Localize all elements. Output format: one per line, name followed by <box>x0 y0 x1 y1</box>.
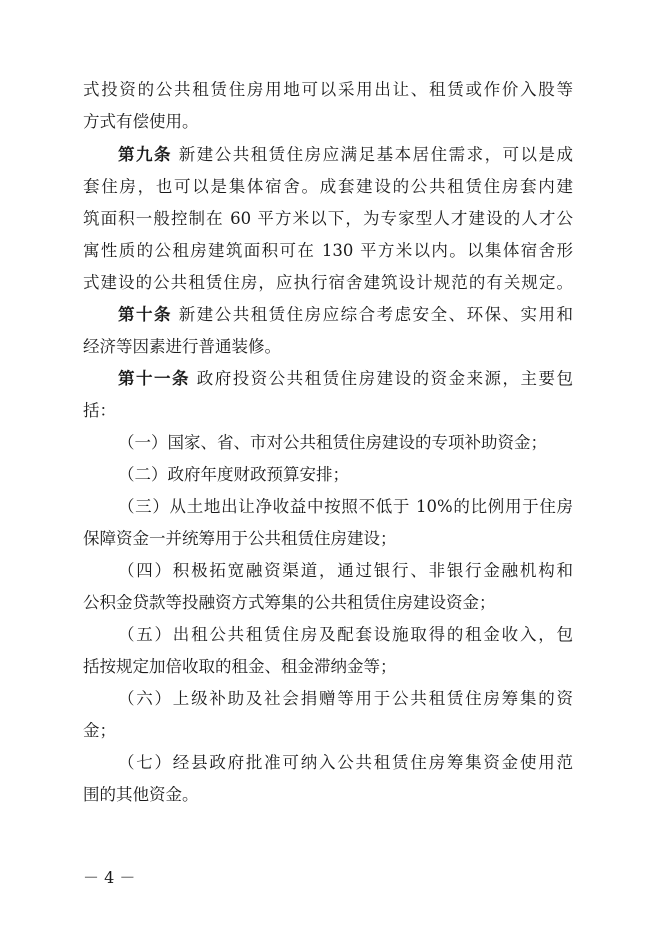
body-text: 式投资的公共租赁住房用地可以采用出让、租赁或作价入股等 <box>83 80 573 99</box>
body-text: 金； <box>83 721 116 740</box>
article-10-heading: 第十条 <box>118 305 172 324</box>
body-text: 经济等因素进行普通装修。 <box>83 337 281 356</box>
body-line-4 <box>83 176 573 198</box>
body-text: 围的其他资金。 <box>83 785 199 804</box>
body-text: 寓性质的公租房建筑面积可在 130 平方米以内。以集体宿舍形 <box>83 241 573 260</box>
list-item-1 <box>118 432 573 454</box>
list-item-5-line-2 <box>83 656 573 678</box>
body-text: 式建设的公共租赁住房，应执行宿舍建筑设计规范的有关规定。 <box>83 273 573 292</box>
article-10-line-1 <box>118 304 573 326</box>
body-line-2 <box>83 111 573 133</box>
body-text: 公积金贷款等投融资方式筹集的公共租赁住房建设资金； <box>83 593 496 612</box>
body-text: 政府投资公共租赁住房建设的资金来源，主要包 <box>196 369 573 388</box>
body-text: 新建公共租赁住房应综合考虑安全、环保、实用和 <box>178 305 573 324</box>
list-item-7-line-2 <box>83 784 573 806</box>
body-text: （二）政府年度财政预算安排； <box>118 465 349 484</box>
body-line-11 <box>83 400 573 422</box>
article-11-heading: 第十一条 <box>118 369 190 388</box>
body-text: 括按规定加倍收取的租金、租金滞纳金等； <box>83 657 397 676</box>
body-line-9 <box>83 336 573 358</box>
body-text: （五）出租公共租赁住房及配套设施取得的租金收入，包 <box>118 625 573 644</box>
body-text: 括： <box>83 401 116 420</box>
body-text: （四）积极拓宽融资渠道，通过银行、非银行金融机构和 <box>118 561 573 580</box>
body-text: 筑面积一般控制在 60 平方米以下，为专家型人才建设的人才公 <box>83 209 573 228</box>
body-text: 套住房，也可以是集体宿舍。成套建设的公共租赁住房套内建 <box>83 177 573 196</box>
list-item-6-line-2 <box>83 720 573 742</box>
body-text: （一）国家、省、市对公共租赁住房建设的专项补助资金； <box>118 433 547 452</box>
body-text: （六）上级补助及社会捐赠等用于公共租赁住房筹集的资 <box>118 689 573 708</box>
list-item-6-line-1 <box>118 688 573 710</box>
article-9-heading: 第九条 <box>118 145 172 164</box>
body-line-5 <box>83 208 573 230</box>
list-item-3-line-1 <box>118 496 573 518</box>
list-item-5-line-1 <box>118 624 573 646</box>
body-text: 新建公共租赁住房应满足基本居住需求，可以是成 <box>178 145 573 164</box>
body-line-6 <box>83 240 573 262</box>
list-item-4-line-1 <box>118 560 573 582</box>
list-item-4-line-2 <box>83 592 573 614</box>
list-item-3-line-2 <box>83 528 573 550</box>
body-line-1 <box>83 79 573 101</box>
body-text: （七）经县政府批准可纳入公共租赁住房筹集资金使用范 <box>118 753 573 772</box>
body-text: （三）从土地出让净收益中按照不低于 10%的比例用于住房 <box>118 497 573 516</box>
list-item-2 <box>118 464 573 486</box>
page-number: － 4 － <box>83 868 136 887</box>
body-text: 保障资金一并统筹用于公共租赁住房建设； <box>83 529 397 548</box>
body-text: 方式有偿使用。 <box>83 112 199 131</box>
body-line-7 <box>83 272 573 294</box>
article-11-line-1 <box>118 368 573 390</box>
article-9-line-1 <box>118 144 573 166</box>
list-item-7-line-1 <box>118 752 573 774</box>
